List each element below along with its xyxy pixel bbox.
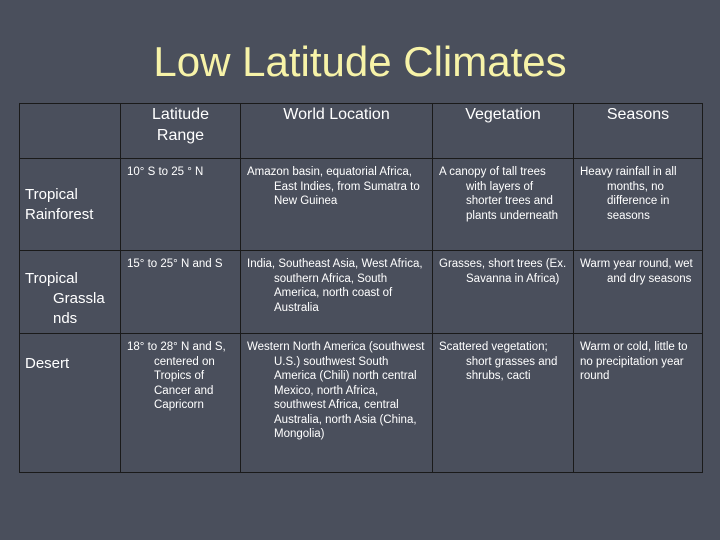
header-world-location: World Location bbox=[241, 104, 433, 159]
cell-location-text: Amazon basin, equatorial Africa, East Indies, from Sumatra to New Guinea bbox=[247, 166, 420, 207]
cell-seasons bbox=[574, 159, 703, 251]
cell-seasons bbox=[574, 251, 703, 334]
row-label-text: Desert bbox=[25, 355, 70, 372]
cell-vegetation bbox=[433, 334, 574, 473]
header-seasons: Seasons bbox=[574, 104, 703, 159]
cell-vegetation-text: Grasses, short trees (Ex. Savanna in Africa) bbox=[439, 258, 567, 285]
row-label-line-3: nds bbox=[53, 310, 78, 327]
cell-latitude-text: 10° S to 25 ° N bbox=[127, 166, 204, 178]
row-label-desert bbox=[20, 334, 121, 473]
table-row bbox=[20, 334, 703, 473]
cell-latitude-text: 15° to 25° N and S bbox=[127, 258, 223, 270]
cell-latitude-text: 18° to 28° N and S, centered on Tropics of Cancer and Capricorn bbox=[127, 341, 226, 411]
cell-seasons bbox=[574, 334, 703, 473]
page-title: Low Latitude Climates bbox=[153, 38, 567, 85]
cell-location bbox=[241, 334, 433, 473]
cell-vegetation-text: A canopy of tall trees with layers of shorter trees and plants underneath bbox=[439, 166, 559, 222]
cell-latitude bbox=[121, 251, 241, 334]
cell-location bbox=[241, 251, 433, 334]
cell-latitude bbox=[121, 334, 241, 473]
cell-location-text: Western North America (southwest U.S.) southwest South America (Chili) north central Mexico, north Africa, southwest Africa, central Australia, north Asia (China, Mongolia) bbox=[247, 341, 425, 440]
header-latitude-range: Latitude Range bbox=[121, 104, 241, 159]
cell-seasons-text: Heavy rainfall in all months, no difference in seasons bbox=[580, 166, 677, 222]
table-header-row bbox=[20, 104, 703, 159]
cell-vegetation bbox=[433, 251, 574, 334]
table-row bbox=[20, 251, 703, 334]
row-label-text: Tropical Rainforest bbox=[25, 185, 94, 223]
header-empty bbox=[20, 104, 121, 159]
climate-table bbox=[19, 103, 703, 473]
row-label-line-1: Tropical bbox=[25, 270, 78, 287]
cell-vegetation-text: Scattered vegetation; short grasses and shrubs, cacti bbox=[439, 341, 558, 382]
cell-latitude bbox=[121, 159, 241, 251]
header-vegetation: Vegetation bbox=[433, 104, 574, 159]
table-row bbox=[20, 159, 703, 251]
cell-seasons-text: Warm or cold, little to no precipitation year round bbox=[580, 341, 688, 382]
cell-location bbox=[241, 159, 433, 251]
row-label-tropical-rainforest bbox=[20, 159, 121, 251]
row-label-line-2: Grassla bbox=[53, 290, 105, 307]
cell-location-text: India, Southeast Asia, West Africa, southern Africa, South America, north coast of Australia bbox=[247, 258, 423, 314]
cell-seasons-text: Warm year round, wet and dry seasons bbox=[580, 258, 693, 285]
cell-vegetation bbox=[433, 159, 574, 251]
row-label-tropical-grasslands bbox=[20, 251, 121, 334]
